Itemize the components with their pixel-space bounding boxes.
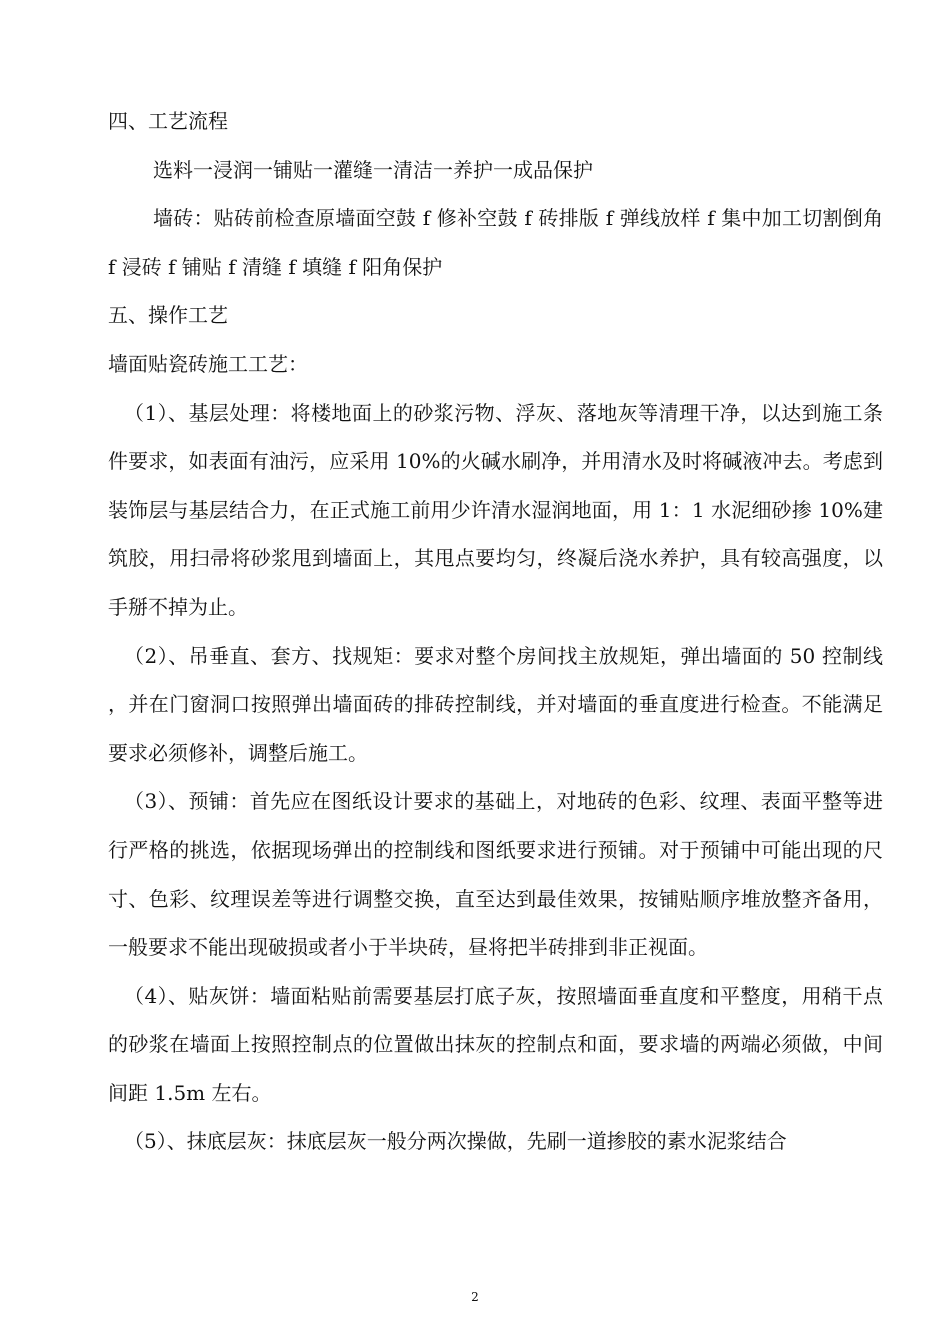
wall-tile-process-paragraph: 墙砖：贴砖前检查原墙面空鼓 f 修补空鼓 f 砖排版 f 弹线放样 f 集中加工切割倒角 f 浸砖 f 铺贴 f 清缝 f 填缝 f 阳角保护 [108, 206, 883, 279]
step-paragraph-3: （3）、预铺：首先应在图纸设计要求的基础上，对地砖的色彩、纹理、表面平整等进行严格的挑选，依据现场弹出的控制线和图纸要求进行预铺。对于预铺中可能出现的尺寸、色彩、纹理误差等进行调整交换，直至达到最佳效果，按铺贴顺序堆放整齐备用，一般要求不能出现破损或者小于半块砖，昼将把半砖排到非正视面。 [108, 789, 883, 960]
step-paragraph-4: （4）、贴灰饼：墙面粘贴前需要基层打底子灰，按照墙面垂直度和平整度，用稍干点的砂浆在墙面上按照控制点的位置做出抹灰的控制点和面，要求墙的两端必须做，中间间距 1.5m 左右。 [108, 983, 883, 1105]
step-paragraph-1: （1）、基层处理：将楼地面上的砂浆污物、浮灰、落地灰等清理干净，以达到施工条件要求，如表面有油污，应采用 10%的火碱水刷净，并用清水及时将碱液冲去。考虑到装饰层与基层结合力，在正式施工前用少许清水湿润地面，用 1：1 水泥细砂掺 10%建筑胶，用扫帚将砂浆甩到墙面上，其甩点要均匀，终凝后浇水养护，具有较高强度，以手掰不掉为止。 [108, 400, 883, 619]
step-paragraph-2: （2）、吊垂直、套方、找规矩：要求对整个房间找主放规矩，弹出墙面的 50 控制线，并在门窗洞口按照弹出墙面砖的排砖控制线，并对墙面的垂直度进行检查。不能满足要求必须修补，调整后施工。 [108, 643, 883, 765]
document-body [108, 97, 883, 1166]
page-number: 2 [471, 1290, 479, 1304]
section-heading-5: 五、操作工艺 [108, 303, 228, 328]
section-heading-4: 四、工艺流程 [108, 109, 228, 133]
process-flow-paragraph: 选料一浸润一铺贴一灌缝一清洁一养护一成品保护 [153, 157, 593, 182]
subsection-heading: 墙面贴瓷砖施工工艺： [108, 351, 308, 376]
step-paragraph-5: （5）、抹底层灰：抹底层灰一般分两次操做，先刷一道掺胶的素水泥浆结合 [124, 1129, 787, 1154]
